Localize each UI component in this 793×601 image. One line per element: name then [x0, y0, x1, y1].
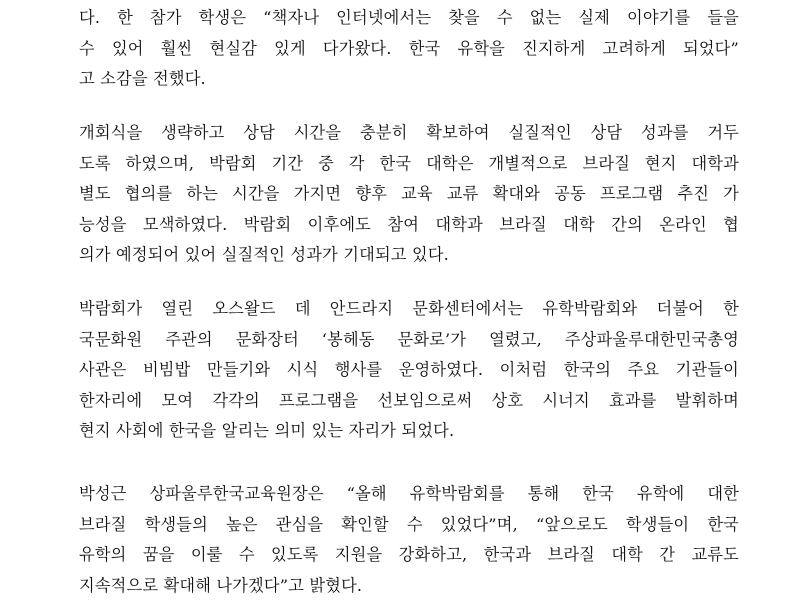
- text-line: 개회식을 생략하고 상담 시간을 충분히 확보하여 실질적인 상담 성과를 거두: [79, 118, 739, 149]
- paragraph-student-quote: [79, 3, 739, 95]
- paragraph-director-quote: [79, 479, 739, 601]
- text-line: 의가 예정되어 있어 실질적인 성과가 기대되고 있다.: [79, 240, 739, 271]
- text-line: 도록 하였으며, 박람회 기간 중 각 한국 대학은 개별적으로 브라질 현지 대학과: [79, 149, 739, 180]
- text-line: 박성근 상파울루한국교육원장은 “올해 유학박람회를 통해 한국 유학에 대한: [79, 479, 739, 510]
- text-line: 사관은 비빔밥 만들기와 시식 행사를 운영하였다. 이처럼 한국의 주요 기관들이: [79, 355, 739, 386]
- paragraph-consultation: [79, 118, 739, 271]
- text-line: 유학의 꿈을 이룰 수 있도록 지원을 강화하고, 한국과 브라질 대학 간 교류도: [79, 540, 739, 571]
- text-line: 국문화원 주관의 문화장터 ‘봉헤동 문화로’가 열렸고, 주상파울루대한민국총영: [79, 325, 739, 356]
- text-line: 다. 한 참가 학생은 “책자나 인터넷에서는 찾을 수 없는 실제 이야기를 들을: [79, 3, 739, 34]
- text-line: 지속적으로 확대해 나가겠다”고 밝혔다.: [79, 571, 739, 601]
- text-line: 별도 협의를 하는 시간을 가지면 향후 교육 교류 확대와 공동 프로그램 추진 가: [79, 179, 739, 210]
- text-line: 고 소감을 전했다.: [79, 64, 739, 95]
- text-line: 브라질 학생들의 높은 관심을 확인할 수 있었다”며, “앞으로도 학생들이 한국: [79, 510, 739, 541]
- text-line: 현지 사회에 한국을 알리는 의미 있는 자리가 되었다.: [79, 416, 739, 447]
- text-line: 수 있어 훨씬 현실감 있게 다가왔다. 한국 유학을 진지하게 고려하게 되었다”: [79, 34, 739, 65]
- text-line: 한자리에 모여 각각의 프로그램을 선보임으로써 상호 시너지 효과를 발휘하며: [79, 386, 739, 417]
- paragraph-culture-center: [79, 294, 739, 447]
- text-line: 능성을 모색하였다. 박람회 이후에도 참여 대학과 브라질 대학 간의 온라인 협: [79, 210, 739, 241]
- text-line: 박람회가 열린 오스왈드 데 안드라지 문화센터에서는 유학박람회와 더불어 한: [79, 294, 739, 325]
